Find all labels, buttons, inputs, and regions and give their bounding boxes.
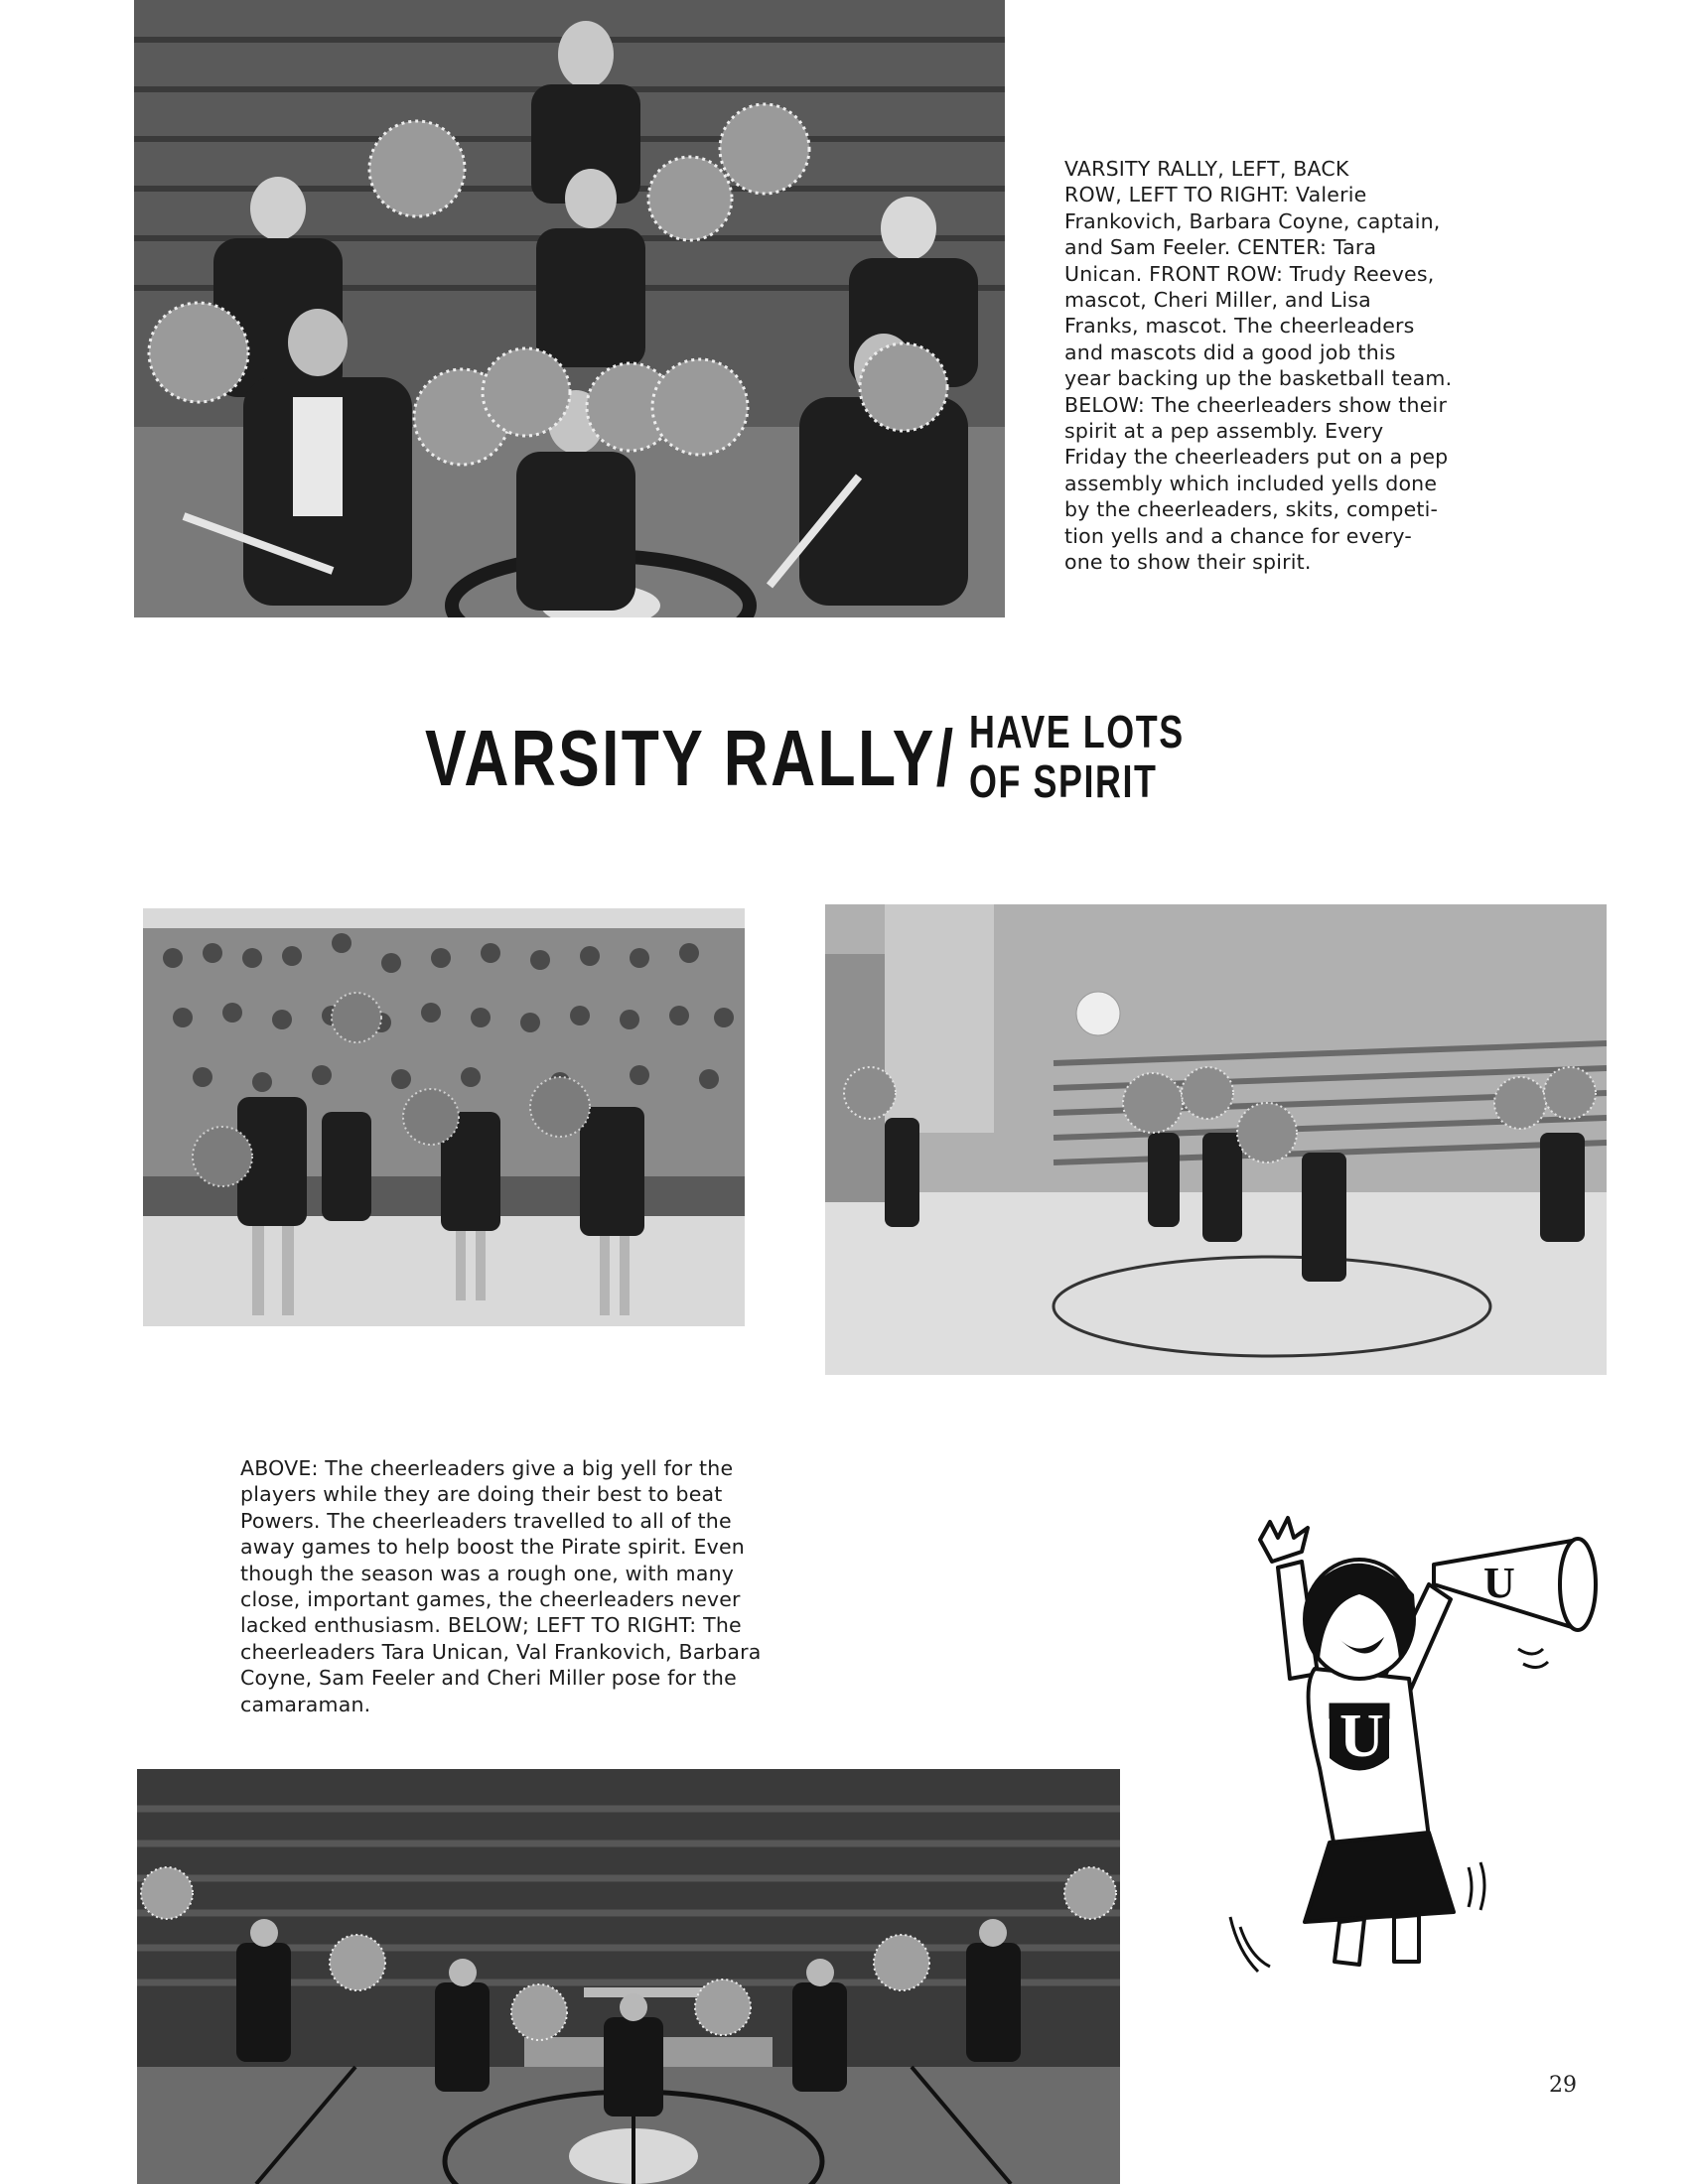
pyramid-photo-graphic bbox=[134, 0, 1005, 617]
caption-top-line: year backing up the basketball team. bbox=[1064, 366, 1453, 391]
pose-photo-graphic bbox=[137, 1769, 1120, 2184]
caption-top-line: by the cheerleaders, skits, competi- bbox=[1064, 497, 1439, 522]
subtitle-line-1: HAVE LOTS bbox=[969, 706, 1185, 757]
caption-middle-line: cheerleaders Tara Unican, Val Frankovich, Barbara bbox=[240, 1639, 762, 1664]
caption-top bbox=[1064, 156, 1452, 576]
caption-top-line: one to show their spirit. bbox=[1064, 550, 1312, 575]
caption-top-line: tion yells and a chance for every- bbox=[1064, 523, 1412, 548]
caption-middle-line: ABOVE: The cheerleaders give a big yell for the bbox=[240, 1456, 734, 1480]
crowd-photo-graphic bbox=[143, 908, 745, 1326]
caption-middle-line: lacked enthusiasm. BELOW; LEFT TO RIGHT: The bbox=[240, 1613, 742, 1638]
megaphone-letter: U bbox=[1483, 1559, 1515, 1607]
cartoon-cheerleader-illustration bbox=[1220, 1510, 1608, 1981]
caption-top-line: and Sam Feeler. CENTER: Tara bbox=[1064, 235, 1377, 260]
photo-cheerleader-pyramid bbox=[134, 0, 1005, 617]
caption-middle-line: players while they are doing their best to beat bbox=[240, 1482, 723, 1507]
caption-middle-line: away games to help boost the Pirate spirit. Even bbox=[240, 1535, 745, 1560]
caption-top-line: assembly which included yells done bbox=[1064, 471, 1438, 495]
caption-middle-line: Powers. The cheerleaders travelled to all of the bbox=[240, 1508, 732, 1533]
subtitle-line-2: OF SPIRIT bbox=[969, 755, 1158, 807]
caption-top-line: Friday the cheerleaders put on a pep bbox=[1064, 445, 1449, 470]
caption-top-line: and mascots did a good job this bbox=[1064, 340, 1396, 364]
caption-middle-line: camaraman. bbox=[240, 1692, 371, 1716]
page-number: 29 bbox=[1549, 2073, 1577, 2098]
page-subtitle bbox=[969, 707, 1185, 806]
photo-cheerleaders-pose bbox=[137, 1769, 1120, 2184]
gym-floor-photo-graphic bbox=[825, 904, 1607, 1375]
caption-top-line: VARSITY RALLY, LEFT, BACK bbox=[1064, 157, 1349, 181]
page-title: VARSITY RALLY/ bbox=[425, 714, 956, 802]
caption-top-line: Franks, mascot. The cheerleaders bbox=[1064, 314, 1415, 339]
photo-cheerleaders-gym-floor bbox=[825, 904, 1607, 1375]
caption-top-line: BELOW: The cheerleaders show their bbox=[1064, 392, 1448, 417]
photo-cheerleaders-crowd bbox=[143, 908, 745, 1326]
caption-top-line: mascot, Cheri Miller, and Lisa bbox=[1064, 288, 1371, 313]
sweater-letter: U bbox=[1339, 1703, 1384, 1770]
caption-top-line: ROW, LEFT TO RIGHT: Valerie bbox=[1064, 183, 1367, 207]
caption-top-line: spirit at a pep assembly. Every bbox=[1064, 419, 1384, 444]
caption-top-line: Unican. FRONT ROW: Trudy Reeves, bbox=[1064, 261, 1435, 286]
cheerleader-megaphone-icon bbox=[1220, 1510, 1608, 1981]
caption-middle bbox=[240, 1455, 762, 1717]
caption-middle-line: Coyne, Sam Feeler and Cheri Miller pose for the bbox=[240, 1666, 737, 1691]
caption-middle-line: close, important games, the cheerleaders never bbox=[240, 1587, 741, 1612]
caption-middle-line: though the season was a rough one, with many bbox=[240, 1561, 735, 1585]
caption-top-line: Frankovich, Barbara Coyne, captain, bbox=[1064, 208, 1441, 233]
